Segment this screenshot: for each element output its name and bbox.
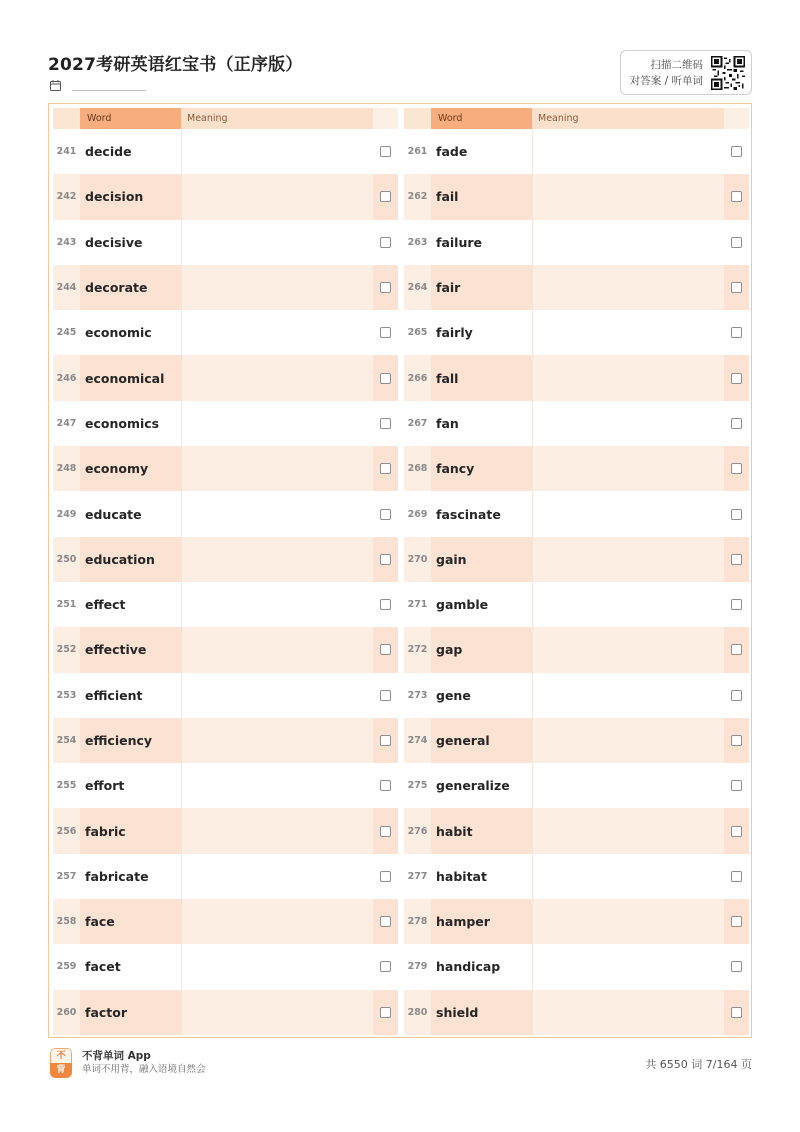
word-number: 252 xyxy=(56,644,77,656)
checkbox-cell xyxy=(724,174,749,219)
table-header xyxy=(53,108,398,129)
word-number: 264 xyxy=(407,282,428,294)
word-cell: fall xyxy=(431,355,532,400)
table-row xyxy=(404,446,749,491)
word-number: 260 xyxy=(56,1006,77,1018)
word-cell: fairly xyxy=(436,325,473,341)
table-row xyxy=(53,763,398,808)
word-number: 249 xyxy=(56,508,77,520)
checkbox-icon[interactable] xyxy=(731,690,742,701)
word-cell: fade xyxy=(436,144,468,160)
table-row xyxy=(404,718,749,763)
table-row xyxy=(53,718,398,763)
table-row xyxy=(53,990,398,1035)
word-number: 253 xyxy=(56,689,77,701)
word-number: 255 xyxy=(56,780,77,792)
word-number: 257 xyxy=(56,870,77,882)
checkbox-icon[interactable] xyxy=(380,644,391,655)
checkbox-icon[interactable] xyxy=(380,780,391,791)
checkbox-cell xyxy=(724,401,749,446)
table-row xyxy=(53,491,398,536)
table-body xyxy=(404,129,749,1035)
meaning-cell[interactable] xyxy=(181,220,373,265)
table-header xyxy=(404,108,749,129)
table-row xyxy=(53,944,398,989)
checkbox-icon[interactable] xyxy=(731,735,742,746)
word-cell: habit xyxy=(431,808,532,853)
word-cell: economics xyxy=(85,415,160,431)
table-row xyxy=(404,944,749,989)
word-number: 254 xyxy=(56,735,77,746)
page-title: 2027考研英语红宝书（正序版） xyxy=(48,55,303,75)
word-cell: economical xyxy=(80,355,181,400)
checkbox-icon[interactable] xyxy=(380,327,391,338)
word-number: 251 xyxy=(56,599,77,611)
word-number: 266 xyxy=(407,372,428,384)
word-number: 278 xyxy=(407,916,428,928)
checkbox-cell xyxy=(373,854,398,899)
checkbox-cell xyxy=(373,582,398,627)
word-number: 273 xyxy=(407,689,428,701)
table-row xyxy=(53,220,398,265)
table-row xyxy=(53,582,398,627)
table-row xyxy=(53,673,398,718)
table-row xyxy=(404,808,749,853)
meaning-cell[interactable] xyxy=(532,808,724,853)
checkbox-icon[interactable] xyxy=(380,599,391,610)
word-number: 268 xyxy=(407,463,428,475)
checkbox-icon[interactable] xyxy=(731,327,742,338)
word-cell: facet xyxy=(85,959,121,975)
date-field[interactable] xyxy=(72,90,146,91)
checkbox-cell xyxy=(724,944,749,989)
meaning-cell[interactable] xyxy=(181,310,373,355)
checkbox-cell xyxy=(373,355,398,400)
checkbox-icon[interactable] xyxy=(380,373,391,384)
table-row xyxy=(404,854,749,899)
meaning-cell[interactable] xyxy=(532,265,724,310)
checkbox-cell xyxy=(373,174,398,219)
word-cell: economy xyxy=(80,446,181,491)
page-info: 共 6550 词 7/164 页 xyxy=(645,1058,752,1071)
meaning-cell[interactable] xyxy=(181,944,373,989)
checkbox-icon[interactable] xyxy=(380,961,391,972)
word-number: 272 xyxy=(407,644,428,656)
checkbox-icon[interactable] xyxy=(731,146,742,157)
checkbox-icon[interactable] xyxy=(731,373,742,384)
word-cell: educate xyxy=(85,506,142,522)
meaning-cell[interactable] xyxy=(181,446,373,491)
table-row xyxy=(404,491,749,536)
checkbox-icon[interactable] xyxy=(731,282,742,293)
word-cell: fail xyxy=(431,174,532,219)
checkbox-icon[interactable] xyxy=(380,554,391,565)
table-row xyxy=(53,174,398,219)
table-row xyxy=(404,582,749,627)
checkbox-icon[interactable] xyxy=(731,826,742,837)
meaning-cell[interactable] xyxy=(532,944,724,989)
meaning-cell[interactable] xyxy=(181,718,373,763)
word-cell: decide xyxy=(85,144,132,160)
meaning-cell[interactable] xyxy=(181,763,373,808)
checkbox-icon[interactable] xyxy=(731,191,742,202)
meaning-cell[interactable] xyxy=(181,627,373,672)
table-row xyxy=(404,174,749,219)
word-cell: economic xyxy=(85,325,152,341)
checkbox-cell xyxy=(724,763,749,808)
word-number: 274 xyxy=(407,735,428,746)
meaning-cell[interactable] xyxy=(532,401,724,446)
checkbox-icon[interactable] xyxy=(380,463,391,474)
meaning-cell[interactable] xyxy=(181,582,373,627)
word-cell: fair xyxy=(431,265,532,310)
meaning-cell[interactable] xyxy=(181,265,373,310)
meaning-cell[interactable] xyxy=(532,582,724,627)
word-cell: effect xyxy=(85,597,126,613)
word-cell: hamper xyxy=(431,899,532,944)
checkbox-cell xyxy=(373,808,398,853)
word-cell: gamble xyxy=(436,597,489,613)
meaning-cell[interactable] xyxy=(532,220,724,265)
checkbox-icon[interactable] xyxy=(380,191,391,202)
table-body xyxy=(53,129,398,1035)
checkbox-cell xyxy=(724,491,749,536)
checkbox-cell xyxy=(724,718,749,763)
date-row xyxy=(50,80,146,91)
meaning-cell[interactable] xyxy=(181,491,373,536)
word-cell: decision xyxy=(80,174,181,219)
checkbox-icon[interactable] xyxy=(731,463,742,474)
word-table-right xyxy=(404,108,749,1035)
word-number: 259 xyxy=(56,961,77,973)
checkbox-cell xyxy=(373,673,398,718)
checkbox-icon[interactable] xyxy=(380,826,391,837)
meaning-cell[interactable] xyxy=(181,990,373,1035)
word-number: 276 xyxy=(407,825,428,837)
word-cell: failure xyxy=(436,234,482,250)
checkbox-icon[interactable] xyxy=(731,961,742,972)
table-row xyxy=(53,446,398,491)
meaning-cell[interactable] xyxy=(181,129,373,174)
checkbox-icon[interactable] xyxy=(380,237,391,248)
checkbox-cell xyxy=(724,673,749,718)
table-row xyxy=(53,129,398,174)
logo-bottom-glyph: 背 xyxy=(50,1063,72,1078)
table-row xyxy=(53,627,398,672)
checkbox-cell xyxy=(373,627,398,672)
checkbox-icon[interactable] xyxy=(380,418,391,429)
table-row xyxy=(404,310,749,355)
meaning-cell[interactable] xyxy=(181,401,373,446)
table-row xyxy=(404,899,749,944)
checkbox-cell xyxy=(373,899,398,944)
checkbox-cell xyxy=(373,220,398,265)
checkbox-icon[interactable] xyxy=(731,780,742,791)
meaning-cell[interactable] xyxy=(181,673,373,718)
checkbox-cell xyxy=(724,627,749,672)
table-row xyxy=(404,401,749,446)
table-row xyxy=(53,808,398,853)
word-cell: face xyxy=(80,899,181,944)
meaning-cell[interactable] xyxy=(532,446,724,491)
word-cell: education xyxy=(80,537,181,582)
word-cell: efficient xyxy=(85,687,143,703)
word-number: 248 xyxy=(56,463,77,475)
word-number: 263 xyxy=(407,236,428,248)
meaning-cell[interactable] xyxy=(181,537,373,582)
table-row xyxy=(404,763,749,808)
app-logo xyxy=(50,1048,72,1078)
calendar-icon xyxy=(50,80,61,91)
word-cell: habitat xyxy=(436,868,487,884)
word-number: 279 xyxy=(407,961,428,973)
checkbox-icon[interactable] xyxy=(380,146,391,157)
word-number: 250 xyxy=(56,553,77,565)
meaning-cell[interactable] xyxy=(532,763,724,808)
checkbox-icon[interactable] xyxy=(731,418,742,429)
word-cell: decorate xyxy=(80,265,181,310)
word-cell: fascinate xyxy=(436,506,501,522)
checkbox-icon[interactable] xyxy=(731,554,742,565)
table-row xyxy=(53,854,398,899)
word-cell: fabricate xyxy=(85,868,149,884)
checkbox-cell xyxy=(373,944,398,989)
word-cell: decisive xyxy=(85,234,143,250)
table-row xyxy=(404,220,749,265)
meaning-cell[interactable] xyxy=(181,174,373,219)
qr-panel[interactable] xyxy=(620,50,752,95)
meaning-cell[interactable] xyxy=(532,673,724,718)
word-cell: handicap xyxy=(436,959,501,975)
word-number: 267 xyxy=(407,417,428,429)
word-number: 256 xyxy=(56,825,77,837)
meaning-cell[interactable] xyxy=(532,627,724,672)
table-row xyxy=(404,673,749,718)
checkbox-cell xyxy=(724,899,749,944)
meaning-cell[interactable] xyxy=(532,718,724,763)
meaning-cell[interactable] xyxy=(532,355,724,400)
checkbox-icon[interactable] xyxy=(380,916,391,927)
table-row xyxy=(53,537,398,582)
word-number: 271 xyxy=(407,599,428,611)
table-row xyxy=(53,355,398,400)
word-cell: generalize xyxy=(436,778,510,794)
word-column-header: Word xyxy=(431,108,532,129)
meaning-cell[interactable] xyxy=(532,854,724,899)
word-table-left xyxy=(53,108,398,1035)
checkbox-cell xyxy=(373,310,398,355)
checkbox-cell xyxy=(373,491,398,536)
word-number: 243 xyxy=(56,236,77,248)
vocabulary-sheet xyxy=(48,103,752,1038)
word-number: 242 xyxy=(56,191,77,203)
word-cell: gain xyxy=(431,537,532,582)
word-number: 262 xyxy=(407,191,428,203)
app-name: 不背单词 App xyxy=(82,1050,151,1062)
checkbox-icon[interactable] xyxy=(731,916,742,927)
table-row xyxy=(53,401,398,446)
word-number: 277 xyxy=(407,870,428,882)
checkbox-cell xyxy=(373,763,398,808)
checkbox-cell xyxy=(724,854,749,899)
logo-top-glyph: 不 xyxy=(50,1048,72,1063)
checkbox-cell xyxy=(724,129,749,174)
checkbox-icon[interactable] xyxy=(731,871,742,882)
checkbox-cell xyxy=(724,582,749,627)
checkbox-cell xyxy=(373,265,398,310)
word-number: 258 xyxy=(56,916,77,928)
meaning-cell[interactable] xyxy=(532,310,724,355)
checkbox-icon[interactable] xyxy=(731,237,742,248)
checkbox-cell xyxy=(373,446,398,491)
app-promo xyxy=(50,1048,206,1078)
table-row xyxy=(53,265,398,310)
word-cell: gene xyxy=(436,687,471,703)
word-cell: gap xyxy=(431,627,532,672)
checkbox-icon[interactable] xyxy=(731,599,742,610)
checkbox-cell xyxy=(373,990,398,1035)
checkbox-icon[interactable] xyxy=(731,644,742,655)
checkbox-icon[interactable] xyxy=(380,735,391,746)
word-cell: fan xyxy=(436,415,459,431)
table-row xyxy=(53,310,398,355)
table-row xyxy=(53,899,398,944)
word-cell: efficiency xyxy=(80,718,181,763)
word-cell: fabric xyxy=(80,808,181,853)
meaning-cell[interactable] xyxy=(181,854,373,899)
checkbox-cell xyxy=(724,355,749,400)
word-number: 270 xyxy=(407,553,428,565)
word-number: 245 xyxy=(56,327,77,339)
checkbox-cell xyxy=(724,446,749,491)
word-cell: effective xyxy=(80,627,181,672)
meaning-cell[interactable] xyxy=(532,899,724,944)
table-row xyxy=(404,265,749,310)
table-row xyxy=(404,990,749,1035)
checkbox-cell xyxy=(724,808,749,853)
table-row xyxy=(404,129,749,174)
qr-caption xyxy=(629,57,711,89)
word-number: 241 xyxy=(56,146,77,158)
word-number: 246 xyxy=(56,372,77,384)
word-number: 265 xyxy=(407,327,428,339)
word-number: 280 xyxy=(407,1006,428,1018)
word-number: 244 xyxy=(56,282,77,294)
word-column-header: Word xyxy=(80,108,181,129)
table-row xyxy=(404,627,749,672)
meaning-cell[interactable] xyxy=(181,899,373,944)
meaning-column-header: Meaning xyxy=(181,108,373,129)
checkbox-cell xyxy=(373,718,398,763)
word-cell: fancy xyxy=(431,446,532,491)
checkbox-cell xyxy=(373,537,398,582)
word-number: 247 xyxy=(56,417,77,429)
table-row xyxy=(404,537,749,582)
checkbox-cell xyxy=(724,220,749,265)
meaning-cell[interactable] xyxy=(532,537,724,582)
checkbox-cell xyxy=(373,401,398,446)
meaning-cell[interactable] xyxy=(181,808,373,853)
word-cell: shield xyxy=(431,990,532,1035)
word-cell: effort xyxy=(85,778,125,794)
word-cell: general xyxy=(431,718,532,763)
meaning-cell[interactable] xyxy=(181,355,373,400)
checkbox-icon[interactable] xyxy=(380,282,391,293)
checkbox-cell xyxy=(724,537,749,582)
meaning-cell[interactable] xyxy=(532,491,724,536)
checkbox-cell xyxy=(373,129,398,174)
word-number: 261 xyxy=(407,146,428,158)
checkbox-icon[interactable] xyxy=(380,509,391,520)
checkbox-icon[interactable] xyxy=(731,509,742,520)
word-number: 275 xyxy=(407,780,428,792)
checkbox-cell xyxy=(724,990,749,1035)
word-cell: factor xyxy=(80,990,181,1035)
checkbox-cell xyxy=(724,265,749,310)
table-row xyxy=(404,355,749,400)
app-slogan: 单词不用背，融入语境自然会 xyxy=(82,1064,206,1075)
word-number: 269 xyxy=(407,508,428,520)
checkbox-icon[interactable] xyxy=(731,1007,742,1018)
meaning-cell[interactable] xyxy=(532,174,724,219)
checkbox-cell xyxy=(724,310,749,355)
checkbox-icon[interactable] xyxy=(380,1007,391,1018)
qr-caption-line2: 对答案 / 听单词 xyxy=(629,74,703,87)
qr-caption-line1: 扫描二维码 xyxy=(650,58,703,71)
meaning-cell[interactable] xyxy=(532,990,724,1035)
qr-code-icon[interactable] xyxy=(711,56,745,90)
meaning-cell[interactable] xyxy=(532,129,724,174)
meaning-column-header: Meaning xyxy=(532,108,724,129)
checkbox-icon[interactable] xyxy=(380,871,391,882)
checkbox-icon[interactable] xyxy=(380,690,391,701)
